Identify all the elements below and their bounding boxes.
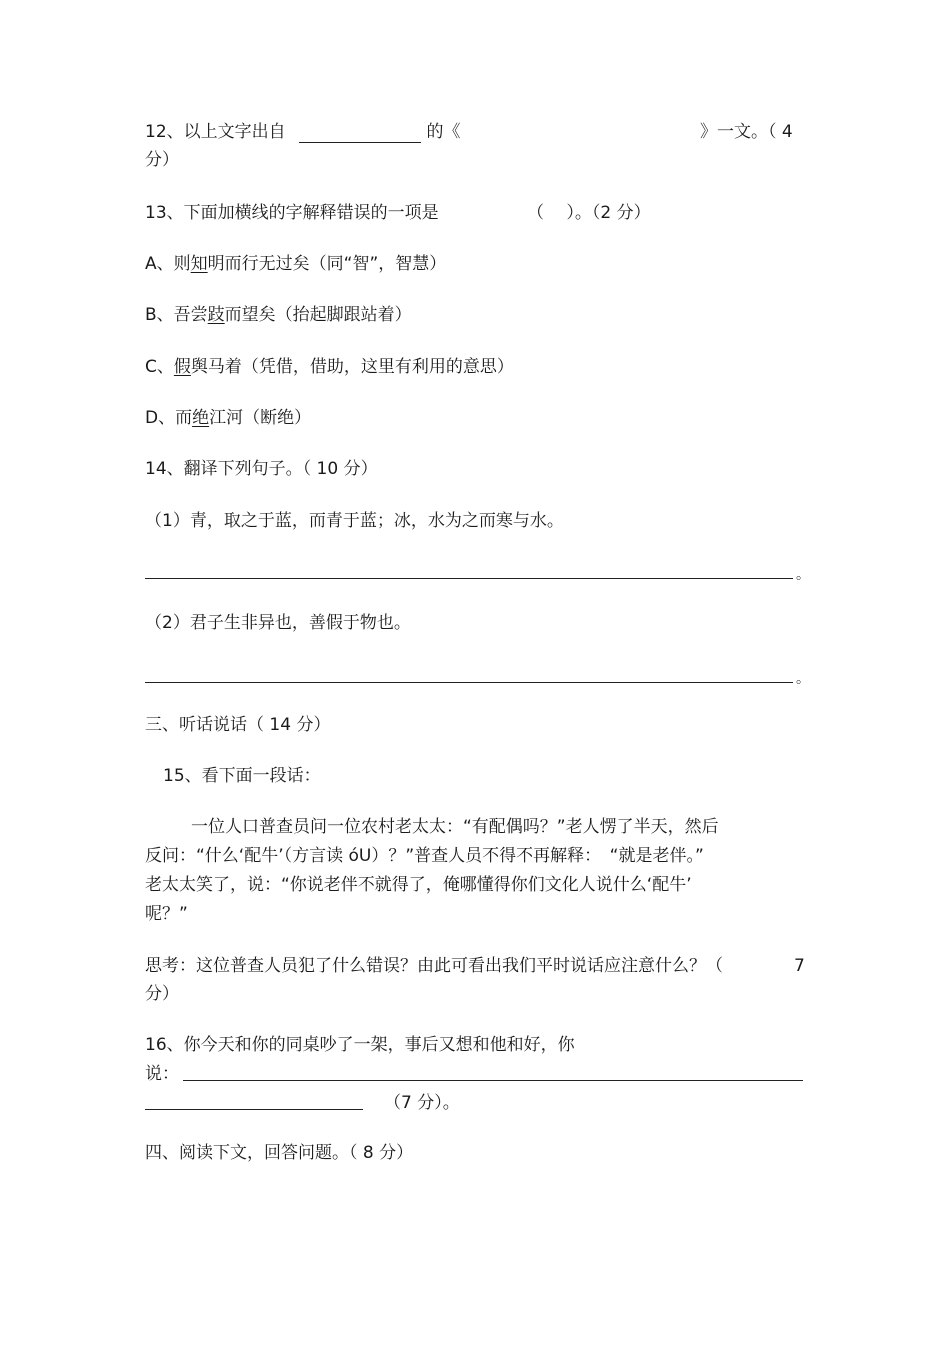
q16-answer-line-2[interactable] (145, 1109, 363, 1110)
option-c (145, 356, 514, 378)
q14-answer-line-2[interactable] (145, 682, 793, 683)
option-b (145, 304, 412, 326)
option-d-label: D、而 (145, 408, 193, 428)
q15-title: 15、看下面一段话： (163, 766, 321, 786)
q16-score: （7 分）。 (384, 1093, 460, 1113)
q14-sentence-1: （1）青，取之于蓝，而青于蓝；冰，水为之而寒与水。 (145, 511, 564, 531)
q15-paragraph-4: 呢？” (145, 904, 188, 924)
q14-sentence-2: （2）君子生非异也，善假于物也。 (145, 613, 411, 633)
option-b-underlined: 跂 (207, 305, 225, 325)
q15-paragraph-2: 反问：“什么‘配牛’（方言读 óU）？”普查人员不得不再解释： “就是老伴。” (145, 846, 704, 866)
q12-text-c: 》一文。（ 4 (700, 122, 793, 142)
option-b-rest: 而望矣（抬起脚跟站着） (224, 305, 412, 325)
q12-blank-author[interactable] (299, 124, 421, 143)
q15-think-b: 7 (794, 956, 805, 976)
option-d (145, 407, 311, 429)
q13-paren: （ ）。（2 分） (527, 203, 651, 223)
option-c-underlined: 假 (173, 357, 191, 377)
q15-paragraph-1: 一位人口普查员问一位农村老太太：“有配偶吗？”老人愣了半天，然后 (191, 817, 719, 837)
q12-text-d: 分） (145, 150, 179, 170)
option-c-rest: 舆马着（凭借，借助，这里有利用的意思） (190, 357, 514, 377)
q16-say: 说： (145, 1064, 179, 1084)
option-b-label: B、吾尝 (145, 305, 208, 325)
option-a-rest: 明而行无过矣（同“智”，智慧） (207, 254, 447, 274)
section-4-title: 四、阅读下文，回答问题。（ 8 分） (145, 1143, 414, 1163)
q12-text-b: 的《 (426, 122, 461, 142)
section-3-title: 三、听话说话（ 14 分） (145, 715, 331, 735)
q16-line-1: 16、你今天和你的同桌吵了一架，事后又想和他和好，你 (145, 1035, 575, 1055)
q14-end-2: 。 (796, 671, 810, 687)
q13-stem: 13、下面加横线的字解释错误的一项是 (145, 203, 439, 223)
q12-text-a: 12、以上文字出自 (145, 122, 286, 142)
option-a-underlined: 知 (190, 254, 208, 274)
q15-think-c: 分） (145, 984, 179, 1004)
option-a-label: A、则 (145, 254, 191, 274)
option-d-underlined: 绝 (192, 408, 210, 428)
q12-line (145, 121, 460, 143)
q14-end-1: 。 (796, 567, 810, 583)
q16-answer-line-1[interactable] (183, 1080, 803, 1081)
q14-answer-line-1[interactable] (145, 578, 793, 579)
q15-paragraph-3: 老太太笑了，说：“你说老伴不就得了，俺哪懂得你们文化人说什么‘配牛’ (145, 875, 692, 895)
option-c-label: C、 (145, 357, 174, 377)
q15-think-a: 思考：这位普查人员犯了什么错误？由此可看出我们平时说话应注意什么？（ (145, 956, 723, 976)
option-a (145, 253, 446, 275)
option-d-rest: 江河（断绝） (209, 408, 312, 428)
q14-title: 14、翻译下列句子。（ 10 分） (145, 459, 378, 479)
